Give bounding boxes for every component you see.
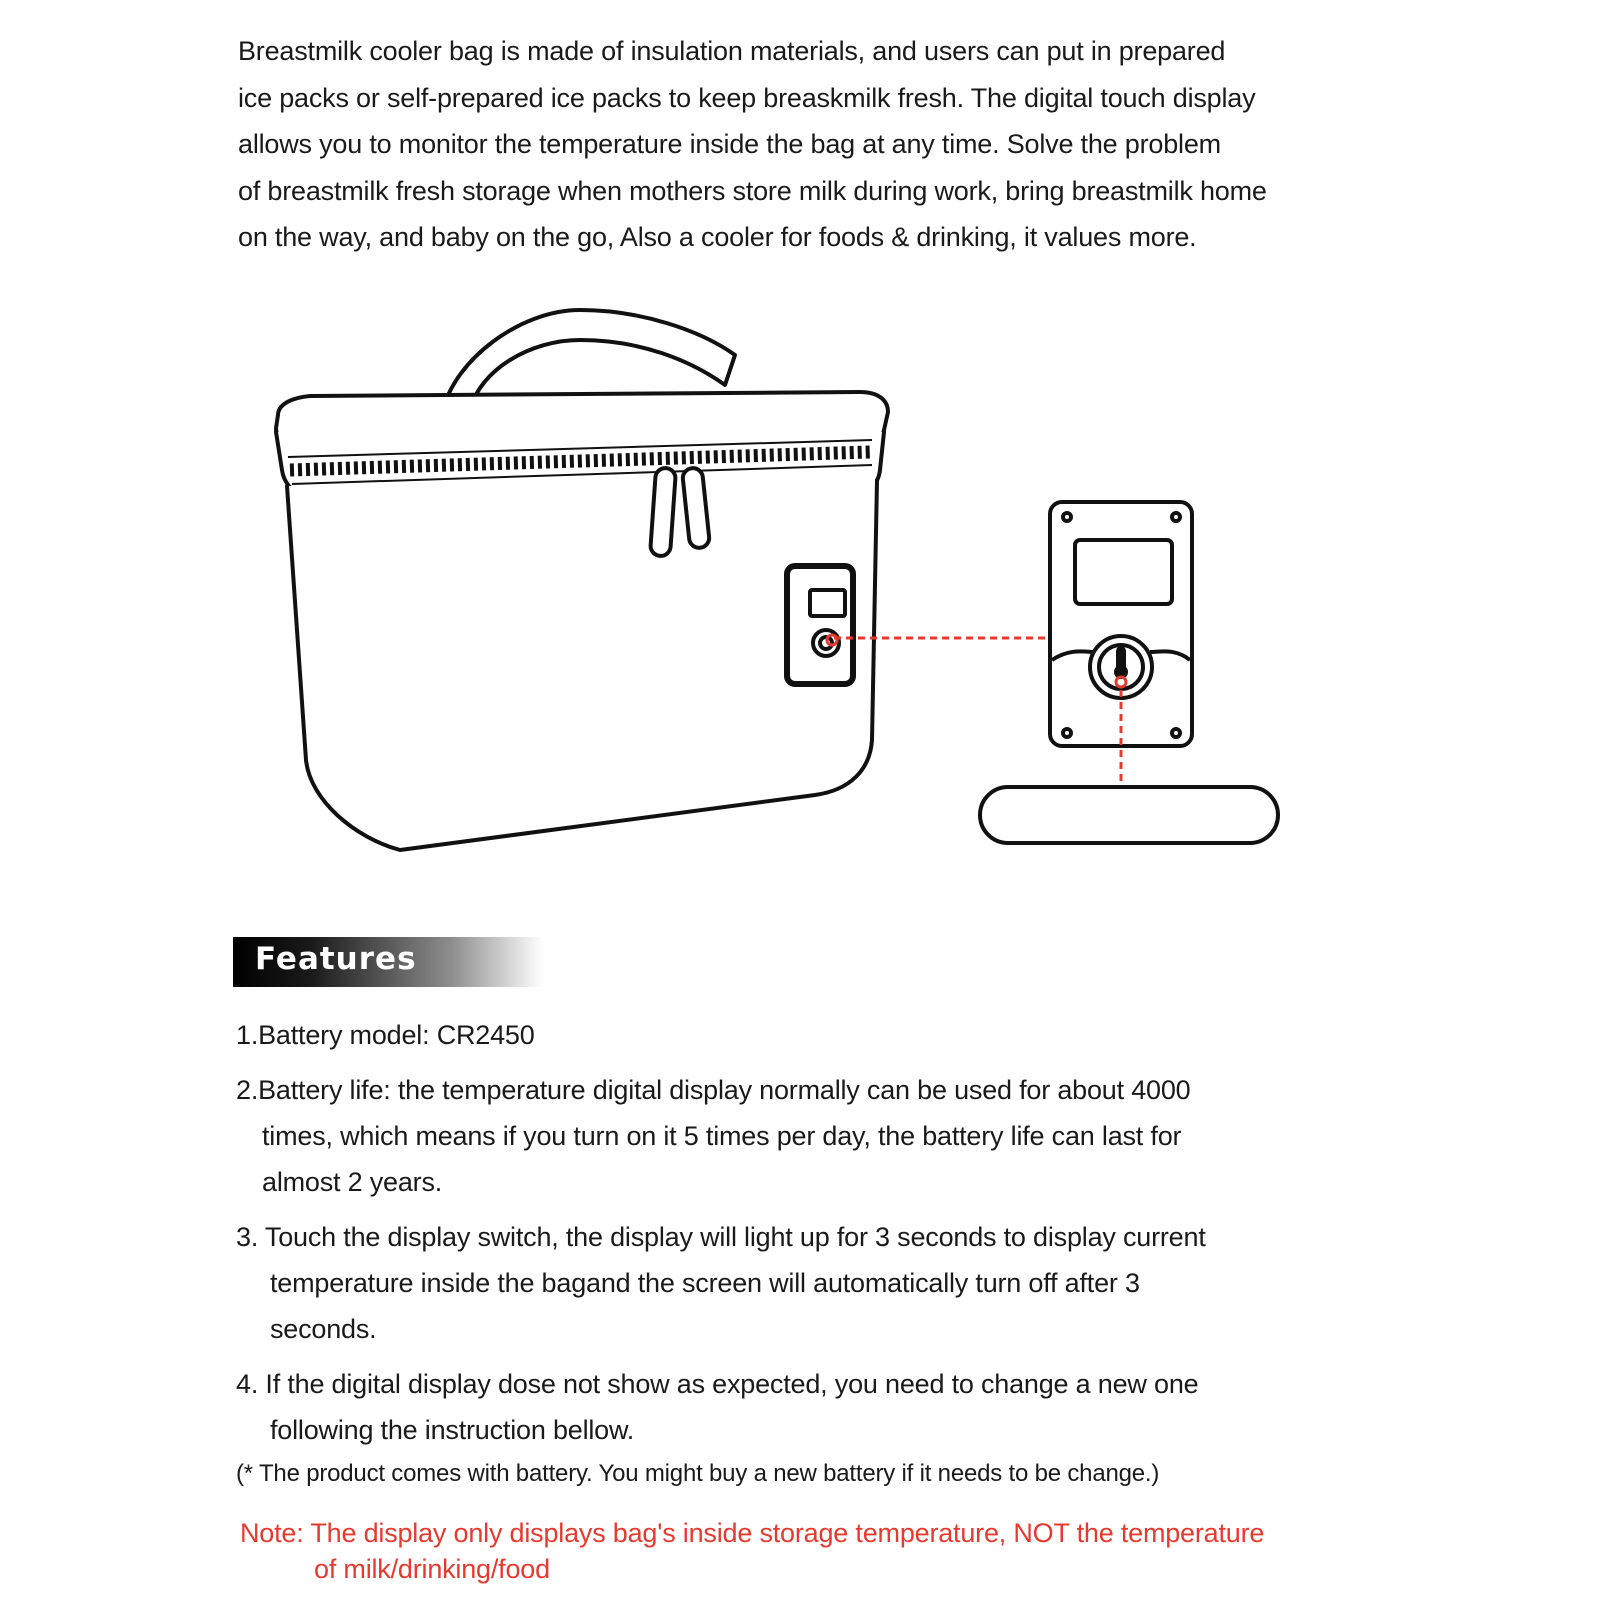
features-heading: Features	[255, 941, 417, 977]
feature-line: temperature inside the bagand the screen will automatically turn off after 3	[270, 1268, 1140, 1298]
intro-line: of breastmilk fresh storage when mothers store milk during work, bring breastmilk home	[238, 175, 1267, 206]
feature-item	[236, 1012, 1436, 1058]
feature-item	[236, 1361, 1436, 1453]
feature-line: times, which means if you turn on it 5 times per day, the battery life can last for	[262, 1121, 1182, 1151]
intro-line: ice packs or self-prepared ice packs to keep breaskmilk fresh. The digital touch display	[238, 82, 1256, 113]
feature-item	[236, 1067, 1436, 1205]
note-line: of milk/drinking/food	[314, 1554, 550, 1584]
battery-footnote: (* The product comes with battery. You might buy a new battery if it needs to be change.)	[236, 1460, 1160, 1487]
feature-line: following the instruction bellow.	[270, 1415, 635, 1445]
battery-cover-icon	[980, 787, 1278, 843]
bag-display-panel	[787, 566, 853, 684]
intro-line: Breastmilk cooler bag is made of insulation materials, and users can put in prepared	[238, 36, 1226, 66]
feature-line: seconds.	[270, 1314, 377, 1344]
intro-paragraph	[238, 28, 1388, 261]
product-illustration	[0, 290, 1601, 890]
feature-line: 1.Battery model: CR2450	[236, 1020, 535, 1050]
intro-line: allows you to monitor the temperature inside the bag at any time. Solve the problem	[238, 129, 1221, 159]
note-line: Note: The display only displays bag's inside storage temperature, NOT the temperature	[240, 1518, 1265, 1548]
feature-line: 2.Battery life: the temperature digital display normally can be used for about 4000	[236, 1075, 1191, 1105]
feature-line: almost 2 years.	[262, 1167, 443, 1197]
features-list	[236, 1012, 1436, 1462]
feature-line: 4. If the digital display dose not show as expected, you need to change a new one	[236, 1369, 1199, 1399]
features-heading-bar	[233, 937, 543, 987]
intro-line: on the way, and baby on the go, Also a cooler for foods & drinking, it values more.	[238, 222, 1197, 252]
thermometer-display-icon	[1050, 502, 1192, 746]
feature-line: 3. Touch the display switch, the display will light up for 3 seconds to display current	[236, 1222, 1206, 1252]
feature-item	[236, 1214, 1436, 1352]
temperature-note	[240, 1515, 1264, 1587]
